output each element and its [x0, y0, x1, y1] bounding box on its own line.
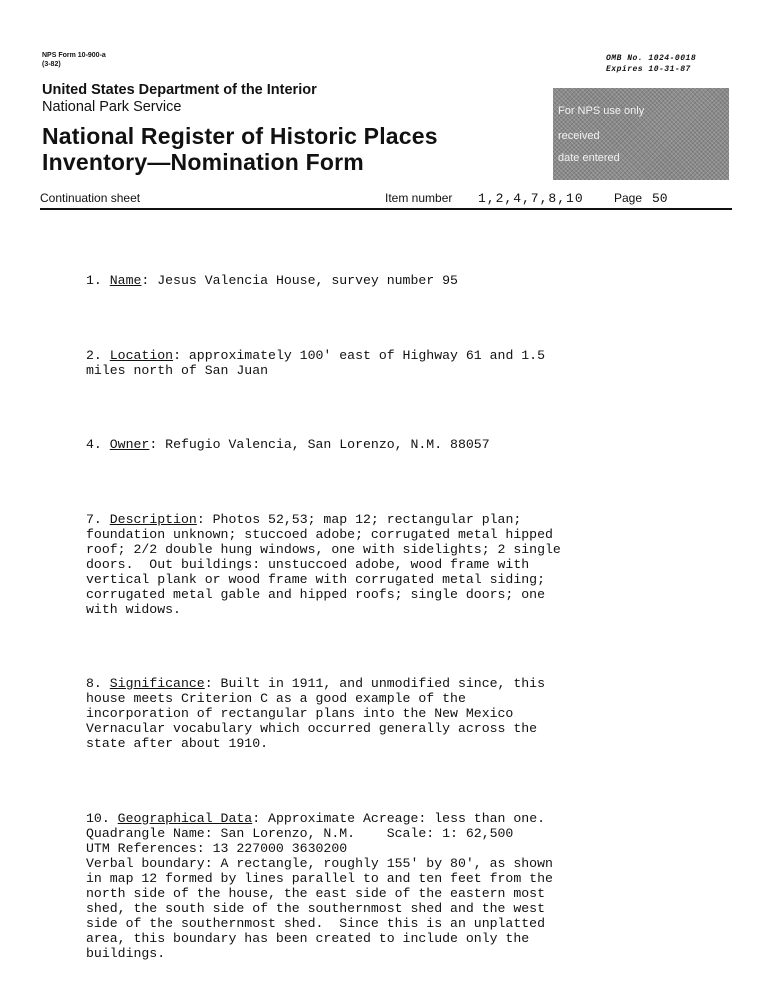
section-heading: Geographical Data: [117, 810, 253, 826]
section-text-line: doors. Out buildings: unstuccoed adobe, wood frame with: [86, 556, 530, 572]
page-label: Page: [614, 191, 643, 205]
section-owner: [86, 437, 646, 452]
section-text-line: : approximately 100' east of Highway 61 and 1.5: [173, 347, 546, 363]
section-significance: [86, 676, 646, 751]
section-text-line: buildings.: [86, 945, 166, 961]
section-text-line: shed, the south side of the southernmost shed and the west: [86, 900, 545, 916]
section-number: 4.: [86, 437, 102, 452]
nps-box-line-2: received: [558, 130, 600, 142]
section-location: [86, 348, 646, 378]
section-text-line: side of the southernmost shed. Since this is an unplatted: [86, 915, 545, 931]
section-heading: Description: [109, 511, 197, 527]
section-text-line: with widows.: [86, 601, 181, 617]
section-number: 1.: [86, 273, 102, 288]
section-text-line: vertical plank or wood frame with corrugated metal siding;: [86, 571, 545, 587]
section-text-line: : Approximate Acreage: less than one.: [252, 810, 546, 826]
section-text-line: : Photos 52,53; map 12; rectangular plan;: [196, 511, 522, 527]
nps-use-only-box: [553, 88, 729, 180]
section-text-line: UTM References: 13 227000 3630200: [86, 840, 348, 856]
header-rule: [40, 208, 732, 210]
section-text-line: Verbal boundary: A rectangle, roughly 155' by 80', as shown: [86, 855, 553, 871]
page-number: 50: [652, 191, 668, 206]
document-body: [86, 228, 646, 1005]
section-geographical-data: [86, 811, 646, 961]
section-text-line: north side of the house, the east side of the eastern most: [86, 885, 545, 901]
continuation-sheet-label: Continuation sheet: [40, 191, 141, 205]
form-date: (3-82): [42, 61, 61, 68]
section-text-line: incorporation of rectangular plans into the New Mexico: [86, 706, 514, 721]
omb-block: [606, 53, 696, 75]
section-description: [86, 512, 646, 617]
section-text-line: house meets Criterion C as a good example of the: [86, 691, 466, 706]
section-text: : Refugio Valencia, San Lorenzo, N.M. 88057: [149, 437, 490, 452]
form-title-line-1: National Register of Historic Places: [42, 123, 438, 149]
section-number: 8.: [86, 676, 102, 691]
section-text-line: roof; 2/2 double hung windows, one with sidelights; 2 single: [86, 541, 561, 557]
section-text: : Jesus Valencia House, survey number 95: [141, 273, 458, 288]
form-number: NPS Form 10-900-a: [42, 52, 106, 59]
item-number-value: 1,2,4,7,8,10: [478, 191, 584, 206]
form-title-line-2: Inventory—Nomination Form: [42, 149, 364, 175]
expires-date: Expires 10-31-87: [606, 65, 691, 74]
section-text-line: : Built in 1911, and unmodified since, this: [204, 676, 546, 691]
section-text-line: area, this boundary has been created to include only the: [86, 930, 530, 946]
department-name: United States Department of the Interior: [42, 82, 317, 98]
section-text-line: corrugated metal gable and hipped roofs; single doors; one: [86, 586, 545, 602]
section-heading: Name: [109, 273, 142, 288]
omb-number: OMB No. 1024-0018: [606, 54, 697, 63]
form-title: [42, 123, 438, 175]
section-number: 10.: [86, 810, 110, 826]
section-text-line: in map 12 formed by lines parallel to and ten feet from the: [86, 870, 553, 886]
form-number-block: [42, 51, 106, 69]
section-name: [86, 273, 646, 288]
nps-box-line-3: date entered: [558, 152, 620, 164]
item-number-label: Item number: [385, 191, 453, 205]
section-number: 7.: [86, 511, 102, 527]
section-number: 2.: [86, 347, 102, 363]
section-heading: Significance: [109, 676, 205, 691]
nps-box-line-1: For NPS use only: [558, 105, 645, 117]
section-heading: Location: [109, 347, 174, 363]
section-text-line: miles north of San Juan: [86, 362, 269, 378]
section-text-line: Vernacular vocabulary which occurred generally across the: [86, 721, 538, 736]
agency-name: National Park Service: [42, 99, 182, 115]
section-text-line: state after about 1910.: [86, 736, 269, 751]
section-text-line: foundation unknown; stuccoed adobe; corrugated metal hipped: [86, 526, 553, 542]
section-text-line: Quadrangle Name: San Lorenzo, N.M. Scale: 1: 62,500: [86, 825, 514, 841]
section-heading: Owner: [109, 437, 150, 452]
